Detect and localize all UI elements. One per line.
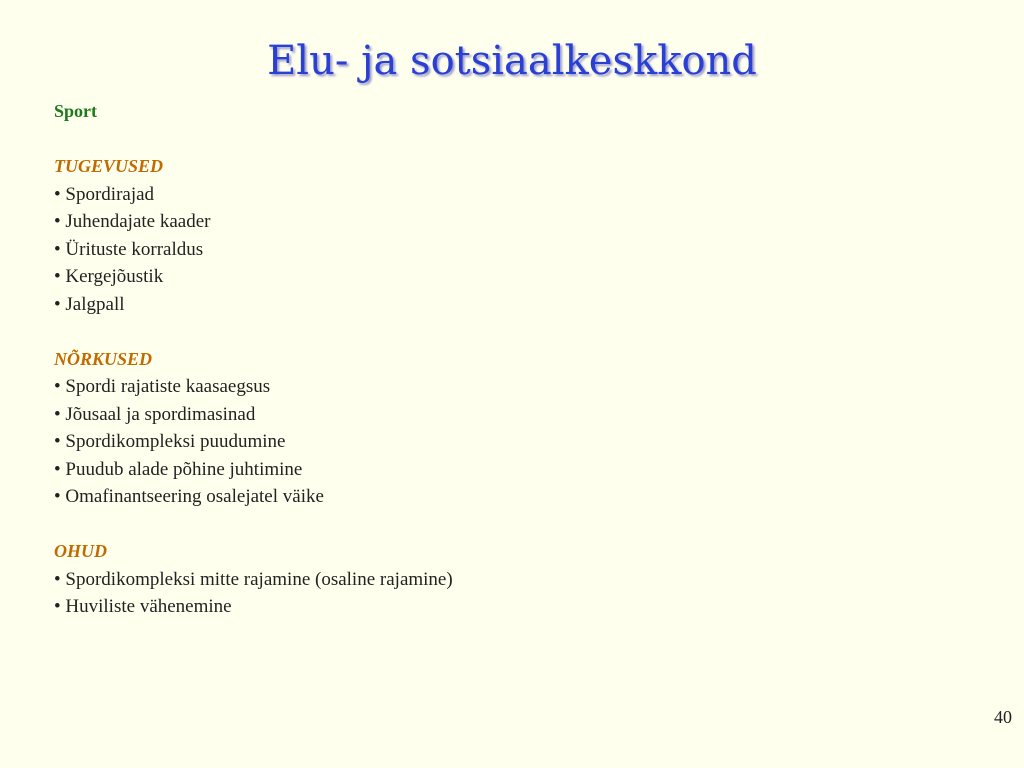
strengths-heading: TUGEVUSED [54, 156, 164, 176]
list-item: • Spordikompleksi puudumine [54, 428, 974, 456]
page-number: 40 [994, 707, 1012, 727]
topic-label: Sport [54, 101, 98, 121]
spacer [54, 318, 974, 346]
threats-list [54, 566, 974, 621]
list-item: • Huviliste vähenemine [54, 593, 974, 621]
list-item: • Spordirajad [54, 181, 974, 209]
weaknesses-heading: NÕRKUSED [54, 348, 153, 369]
list-item: • Spordikompleksi mitte rajamine (osaline rajamine) [54, 566, 974, 594]
list-item: • Ürituste korraldus [54, 236, 974, 264]
weaknesses-list [54, 373, 974, 511]
list-item: • Omafinantseering osalejatel väike [54, 483, 974, 511]
slide-title: Elu- ja sotsiaalkeskkond [267, 38, 757, 84]
list-item: • Jalgpall [54, 291, 974, 319]
spacer [54, 511, 974, 539]
list-item: • Kergejõustik [54, 263, 974, 291]
spacer [54, 126, 974, 154]
list-item: • Puudub alade põhine juhtimine [54, 456, 974, 484]
strengths-list [54, 181, 974, 319]
list-item: • Jõusaal ja spordimasinad [54, 401, 974, 429]
list-item: • Juhendajate kaader [54, 208, 974, 236]
threats-heading: OHUD [54, 541, 107, 561]
slide-content [54, 98, 974, 621]
list-item: • Spordi rajatiste kaasaegsus [54, 373, 974, 401]
